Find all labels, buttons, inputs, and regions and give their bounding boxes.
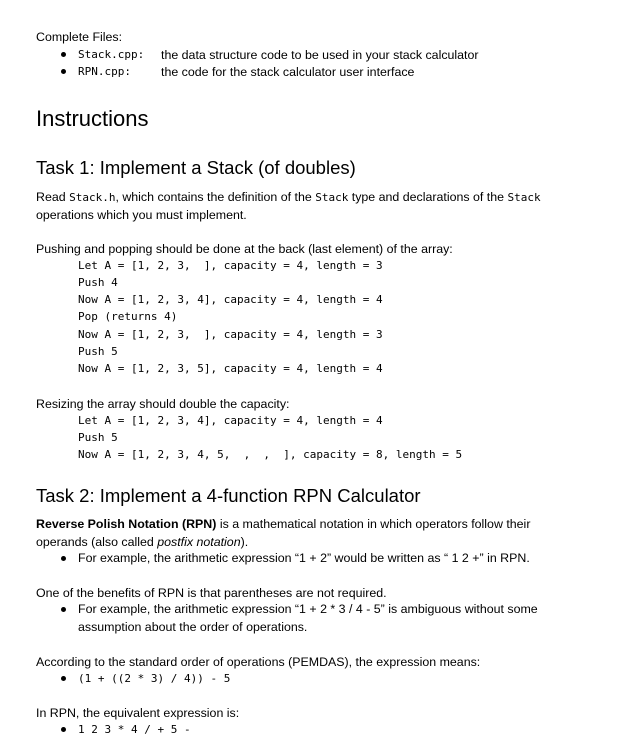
resize-label: Resizing the array should double the capacity: <box>36 397 290 411</box>
task2-title: Task 2: Implement a 4-function RPN Calculator <box>36 485 421 506</box>
bullet-icon <box>61 556 66 561</box>
code-line: Now A = [1, 2, 3, ], capacity = 4, length = 3 <box>78 328 383 341</box>
example2: For example, the arithmetic expression “1 + 2 * 3 / 4 - 5” is ambiguous without some assumption about the order of operations. <box>78 602 538 634</box>
bullet-icon <box>61 69 66 74</box>
code-line: Let A = [1, 2, 3, 4], capacity = 4, length = 4 <box>78 414 383 427</box>
intro-code-stack-h: Stack.h <box>69 191 116 204</box>
code-line: Now A = [1, 2, 3, 5], capacity = 4, length = 4 <box>78 362 383 375</box>
intro-text: , which contains the definition of the <box>115 190 316 204</box>
bullet-icon <box>61 676 66 681</box>
rpn-definition <box>36 516 576 551</box>
code-line: Now A = [1, 2, 3, 4, 5, , , ], capacity = 8, length = 5 <box>78 448 463 461</box>
benefit-text: One of the benefits of RPN is that parentheses are not required. <box>36 586 387 600</box>
definition-text: ). <box>240 534 249 549</box>
code-line: Push 4 <box>78 276 118 289</box>
intro-text: operations which you must implement. <box>36 207 247 222</box>
intro-code-stack: Stack <box>315 191 349 204</box>
file-name-stack: Stack.cpp: <box>78 48 145 61</box>
example1: For example, the arithmetic expression “1 + 2” would be written as “ 1 2 +” in RPN. <box>78 551 530 565</box>
pemdas-code: (1 + ((2 * 3) / 4)) - 5 <box>78 672 231 685</box>
rpn-term: Reverse Polish Notation (RPN) <box>36 517 217 531</box>
intro-code-stack: Stack <box>507 191 541 204</box>
file-name-rpn: RPN.cpp: <box>78 65 131 78</box>
rpn-code: 1 2 3 * 4 / + 5 - <box>78 723 191 736</box>
instructions-title: Instructions <box>36 106 149 131</box>
code-line: Now A = [1, 2, 3, 4], capacity = 4, length = 4 <box>78 293 383 306</box>
intro-text: Read <box>36 190 70 204</box>
pemdas-text: According to the standard order of operations (PEMDAS), the expression means: <box>36 655 481 669</box>
task1-intro <box>36 189 596 224</box>
task1-title: Task 1: Implement a Stack (of doubles) <box>36 157 356 178</box>
push-pop-label: Pushing and popping should be done at the back (last element) of the array: <box>36 242 453 256</box>
postfix-term: postfix notation <box>157 534 241 549</box>
code-line: Let A = [1, 2, 3, ], capacity = 4, length = 3 <box>78 259 383 272</box>
bullet-icon <box>61 52 66 57</box>
files-heading: Complete Files: <box>36 30 123 44</box>
bullet-icon <box>61 727 66 732</box>
rpn-label: In RPN, the equivalent expression is: <box>36 706 240 720</box>
code-line: Push 5 <box>78 431 118 444</box>
definition-text: is a mathematical notation in which operators follow their operands (also called <box>36 517 531 549</box>
code-line: Push 5 <box>78 345 118 358</box>
bullet-icon <box>61 607 66 612</box>
code-line: Pop (returns 4) <box>78 310 178 323</box>
file-desc-stack: the data structure code to be used in your stack calculator <box>161 48 479 62</box>
file-desc-rpn: the code for the stack calculator user interface <box>161 65 415 79</box>
intro-text: type and declarations of the <box>348 190 508 204</box>
